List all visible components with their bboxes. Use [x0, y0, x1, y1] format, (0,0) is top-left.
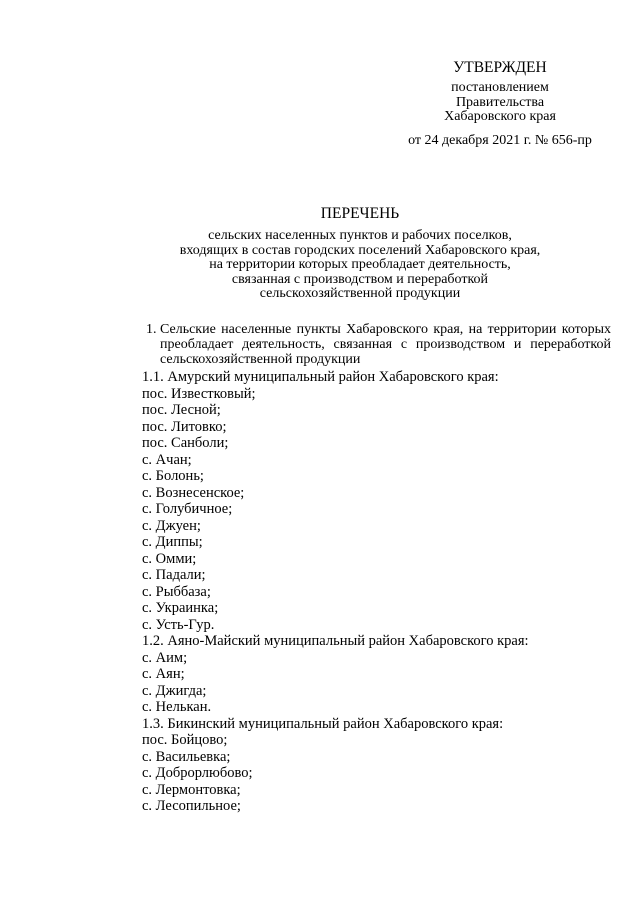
district-heading: 1.1. Амурский муниципальный район Хабаровского края:: [142, 369, 499, 385]
section-1: [146, 322, 611, 367]
document-subtitle-line: сельскохозяйственной продукции: [259, 286, 461, 301]
document-title-block: [100, 205, 620, 302]
settlement-item: с. Диппы;: [142, 534, 203, 550]
settlement-item: с. Доброрлюбово;: [142, 765, 253, 781]
district-heading: 1.3. Бикинский муниципальный район Хабаровского края:: [142, 715, 504, 732]
settlement-item: с. Вознесенское;: [142, 484, 245, 501]
settlement-item: с. Украинка;: [142, 600, 219, 616]
document-subtitle-line: сельских населенных пунктов и рабочих поселков,: [208, 228, 512, 243]
settlement-item: с. Падали;: [142, 567, 206, 583]
settlement-item: с. Ачан;: [142, 451, 192, 468]
settlement-item: с. Болонь;: [142, 468, 204, 484]
settlement-item: с. Усть-Гур.: [142, 616, 215, 633]
settlement-item: с. Васильевка;: [142, 748, 231, 765]
approval-date: от 24 декабря 2021 г. № 656-пр: [408, 132, 592, 148]
approval-line: Хабаровского края: [444, 109, 556, 124]
settlement-item: с. Лермонтовка;: [142, 781, 241, 798]
document-subtitle-line: на территории которых преобладает деятельность,: [209, 257, 511, 272]
section-1-text: Сельские населенные пункты Хабаровского края, на территории которых преобладает деятельность, связанная с производством и переработкой сельскохозяйственной продукции: [160, 322, 611, 367]
section-1-number: 1.: [146, 322, 157, 337]
approval-line: постановлением: [451, 80, 549, 95]
settlement-item: с. Омми;: [142, 550, 197, 567]
approval-stamp: [390, 58, 610, 149]
document-title: ПЕРЕЧЕНЬ: [320, 205, 400, 222]
settlement-item: с. Аим;: [142, 649, 188, 666]
document-subtitle-line: связанная с производством и переработкой: [231, 271, 489, 287]
settlement-item: с. Аян;: [142, 666, 185, 682]
document-subtitle-line: входящих в состав городских поселений Хабаровского края,: [179, 242, 541, 258]
settlement-item: пос. Известковый;: [142, 385, 256, 402]
settlement-item: пос. Лесной;: [142, 402, 221, 418]
settlement-item: с. Джуен;: [142, 517, 201, 534]
settlement-item: с. Джигда;: [142, 682, 207, 699]
settlement-item: пос. Санболи;: [142, 435, 229, 451]
settlement-item: с. Лесопильное;: [142, 798, 241, 814]
approval-line: Правительства: [455, 94, 545, 110]
district-heading: 1.2. Аяно-Майский муниципальный район Хабаровского края:: [142, 633, 529, 649]
settlement-list: [142, 369, 612, 815]
approval-heading: УТВЕРЖДЕН: [453, 59, 547, 76]
settlement-item: пос. Литовко;: [142, 418, 227, 435]
settlement-item: с. Голубичное;: [142, 501, 233, 517]
settlement-item: пос. Бойцово;: [142, 732, 228, 748]
settlement-item: с. Нелькан.: [142, 699, 212, 715]
settlement-item: с. Рыббаза;: [142, 583, 211, 600]
